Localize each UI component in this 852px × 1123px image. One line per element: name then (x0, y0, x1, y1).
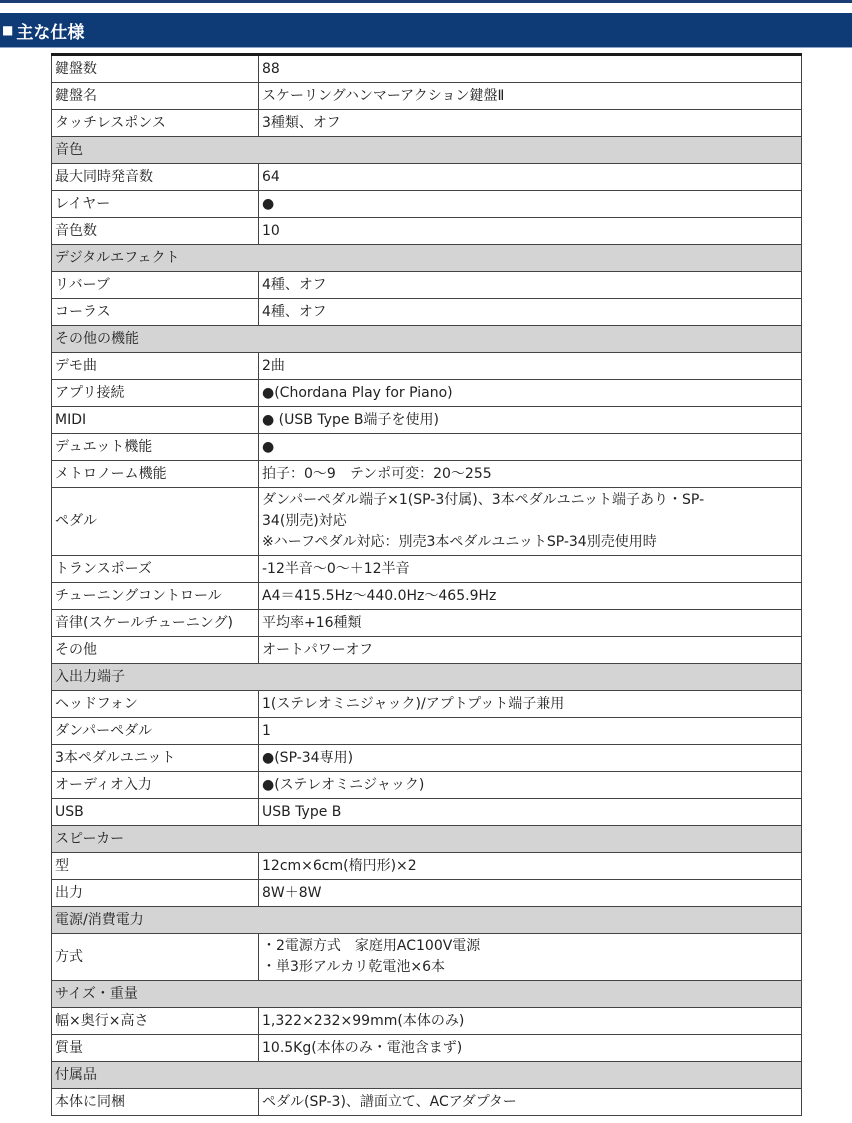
spec-row (52, 1089, 802, 1116)
spec-value-line: 34(別売)対応 (262, 513, 347, 529)
spec-value: 88 (259, 55, 802, 83)
spec-label: 型 (52, 853, 259, 880)
spec-row (52, 461, 802, 488)
spec-label: トランスポーズ (52, 556, 259, 583)
spec-value-line: ・2電源方式 家庭用AC100V電源 (262, 938, 481, 954)
spec-row (52, 880, 802, 907)
spec-row (52, 83, 802, 110)
spec-label: 最大同時発音数 (52, 164, 259, 191)
spec-row (52, 610, 802, 637)
section-heading: 音色 (52, 137, 802, 164)
spec-row (52, 191, 802, 218)
spec-label: デュエット機能 (52, 434, 259, 461)
spec-label: チューニングコントロール (52, 583, 259, 610)
section-row (52, 826, 802, 853)
spec-row (52, 1008, 802, 1035)
spec-label: 質量 (52, 1035, 259, 1062)
spec-label: 出力 (52, 880, 259, 907)
spec-row (52, 556, 802, 583)
spec-value-line: ダンパーペダル端子×1(SP-3付属)、3本ペダルユニット端子あり・SP- (262, 492, 705, 508)
spec-label: MIDI (52, 407, 259, 434)
spec-row (52, 380, 802, 407)
spec-value: ●(SP-34専用) (259, 745, 802, 772)
section-row (52, 137, 802, 164)
spec-value: オートパワーオフ (259, 637, 802, 664)
spec-row (52, 1035, 802, 1062)
spec-label: その他 (52, 637, 259, 664)
spec-label: ヘッドフォン (52, 691, 259, 718)
spec-row (52, 772, 802, 799)
spec-row (52, 691, 802, 718)
spec-row (52, 299, 802, 326)
spec-value: 3種類、オフ (259, 110, 802, 137)
spec-value: 1 (259, 718, 802, 745)
spec-row (52, 853, 802, 880)
spec-label: ダンパーペダル (52, 718, 259, 745)
spec-value: 平均率+16種類 (259, 610, 802, 637)
spec-label: 音色数 (52, 218, 259, 245)
spec-row (52, 272, 802, 299)
spec-value: 10.5Kg(本体のみ・電池含まず) (259, 1035, 802, 1062)
spec-value: ペダル(SP-3)、譜面立て、ACアダプター (259, 1089, 802, 1116)
spec-value: 64 (259, 164, 802, 191)
section-row (52, 326, 802, 353)
spec-value-line: ※ハーフペダル対応：別売3本ペダルユニットSP-34別売使用時 (262, 534, 657, 550)
section-heading: サイズ・重量 (52, 981, 802, 1008)
spec-value (259, 488, 802, 556)
spec-value: 2曲 (259, 353, 802, 380)
spec-row (52, 488, 802, 556)
spec-value: A4＝415.5Hz〜440.0Hz〜465.9Hz (259, 583, 802, 610)
spec-label: 3本ペダルユニット (52, 745, 259, 772)
spec-value (259, 934, 802, 981)
spec-label: タッチレスポンス (52, 110, 259, 137)
spec-value: 1,322×232×99mm(本体のみ) (259, 1008, 802, 1035)
section-row (52, 981, 802, 1008)
top-rule (0, 0, 852, 3)
spec-value: ● (259, 191, 802, 218)
section-heading: デジタルエフェクト (52, 245, 802, 272)
spec-value: スケーリングハンマーアクション鍵盤Ⅱ (259, 83, 802, 110)
spec-label: 音律(スケールチューニング) (52, 610, 259, 637)
spec-label: 本体に同梱 (52, 1089, 259, 1116)
spec-value: USB Type B (259, 799, 802, 826)
spec-label: リバーブ (52, 272, 259, 299)
spec-label: デモ曲 (52, 353, 259, 380)
spec-row (52, 583, 802, 610)
section-heading: スピーカー (52, 826, 802, 853)
header-divider (0, 47, 852, 48)
spec-row (52, 164, 802, 191)
spec-label: 方式 (52, 934, 259, 981)
spec-row (52, 934, 802, 981)
spec-row (52, 799, 802, 826)
spec-value: ●(ステレオミニジャック) (259, 772, 802, 799)
spec-row (52, 353, 802, 380)
section-heading: 入出力端子 (52, 664, 802, 691)
section-heading: その他の機能 (52, 326, 802, 353)
spec-value: 4種、オフ (259, 299, 802, 326)
spec-row (52, 718, 802, 745)
spec-row (52, 55, 802, 83)
spec-value: 10 (259, 218, 802, 245)
section-heading: 付属品 (52, 1062, 802, 1089)
spec-row (52, 434, 802, 461)
square-bullet-icon: ■ (2, 23, 14, 37)
spec-label: ペダル (52, 488, 259, 556)
spec-value: ● (259, 434, 802, 461)
spec-value: ●(Chordana Play for Piano) (259, 380, 802, 407)
section-row (52, 907, 802, 934)
spec-value: 12cm×6cm(楕円形)×2 (259, 853, 802, 880)
section-row (52, 1062, 802, 1089)
section-row (52, 664, 802, 691)
spec-label: 幅×奥行×高さ (52, 1008, 259, 1035)
spec-row (52, 110, 802, 137)
spec-row (52, 407, 802, 434)
spec-label: 鍵盤名 (52, 83, 259, 110)
spec-table (51, 53, 802, 1116)
spec-label: USB (52, 799, 259, 826)
spec-label: オーディオ入力 (52, 772, 259, 799)
spec-label: レイヤー (52, 191, 259, 218)
spec-label: メトロノーム機能 (52, 461, 259, 488)
spec-value: 1(ステレオミニジャック)/アプトプット端子兼用 (259, 691, 802, 718)
spec-label: アプリ接続 (52, 380, 259, 407)
spec-row (52, 637, 802, 664)
section-header (0, 13, 852, 47)
section-row (52, 245, 802, 272)
spec-label: 鍵盤数 (52, 55, 259, 83)
spec-row (52, 745, 802, 772)
spec-value: 4種、オフ (259, 272, 802, 299)
spec-label: コーラス (52, 299, 259, 326)
spec-row (52, 218, 802, 245)
section-heading: 電源/消費電力 (52, 907, 802, 934)
spec-value: 拍子：0〜9 テンポ可変：20〜255 (259, 461, 802, 488)
spec-value: 8W＋8W (259, 880, 802, 907)
spec-value-line: ・単3形アルカリ乾電池×6本 (262, 959, 445, 975)
section-title: 主な仕様 (16, 22, 85, 43)
spec-value: ● (USB Type B端子を使用) (259, 407, 802, 434)
spec-value: -12半音〜0〜＋12半音 (259, 556, 802, 583)
